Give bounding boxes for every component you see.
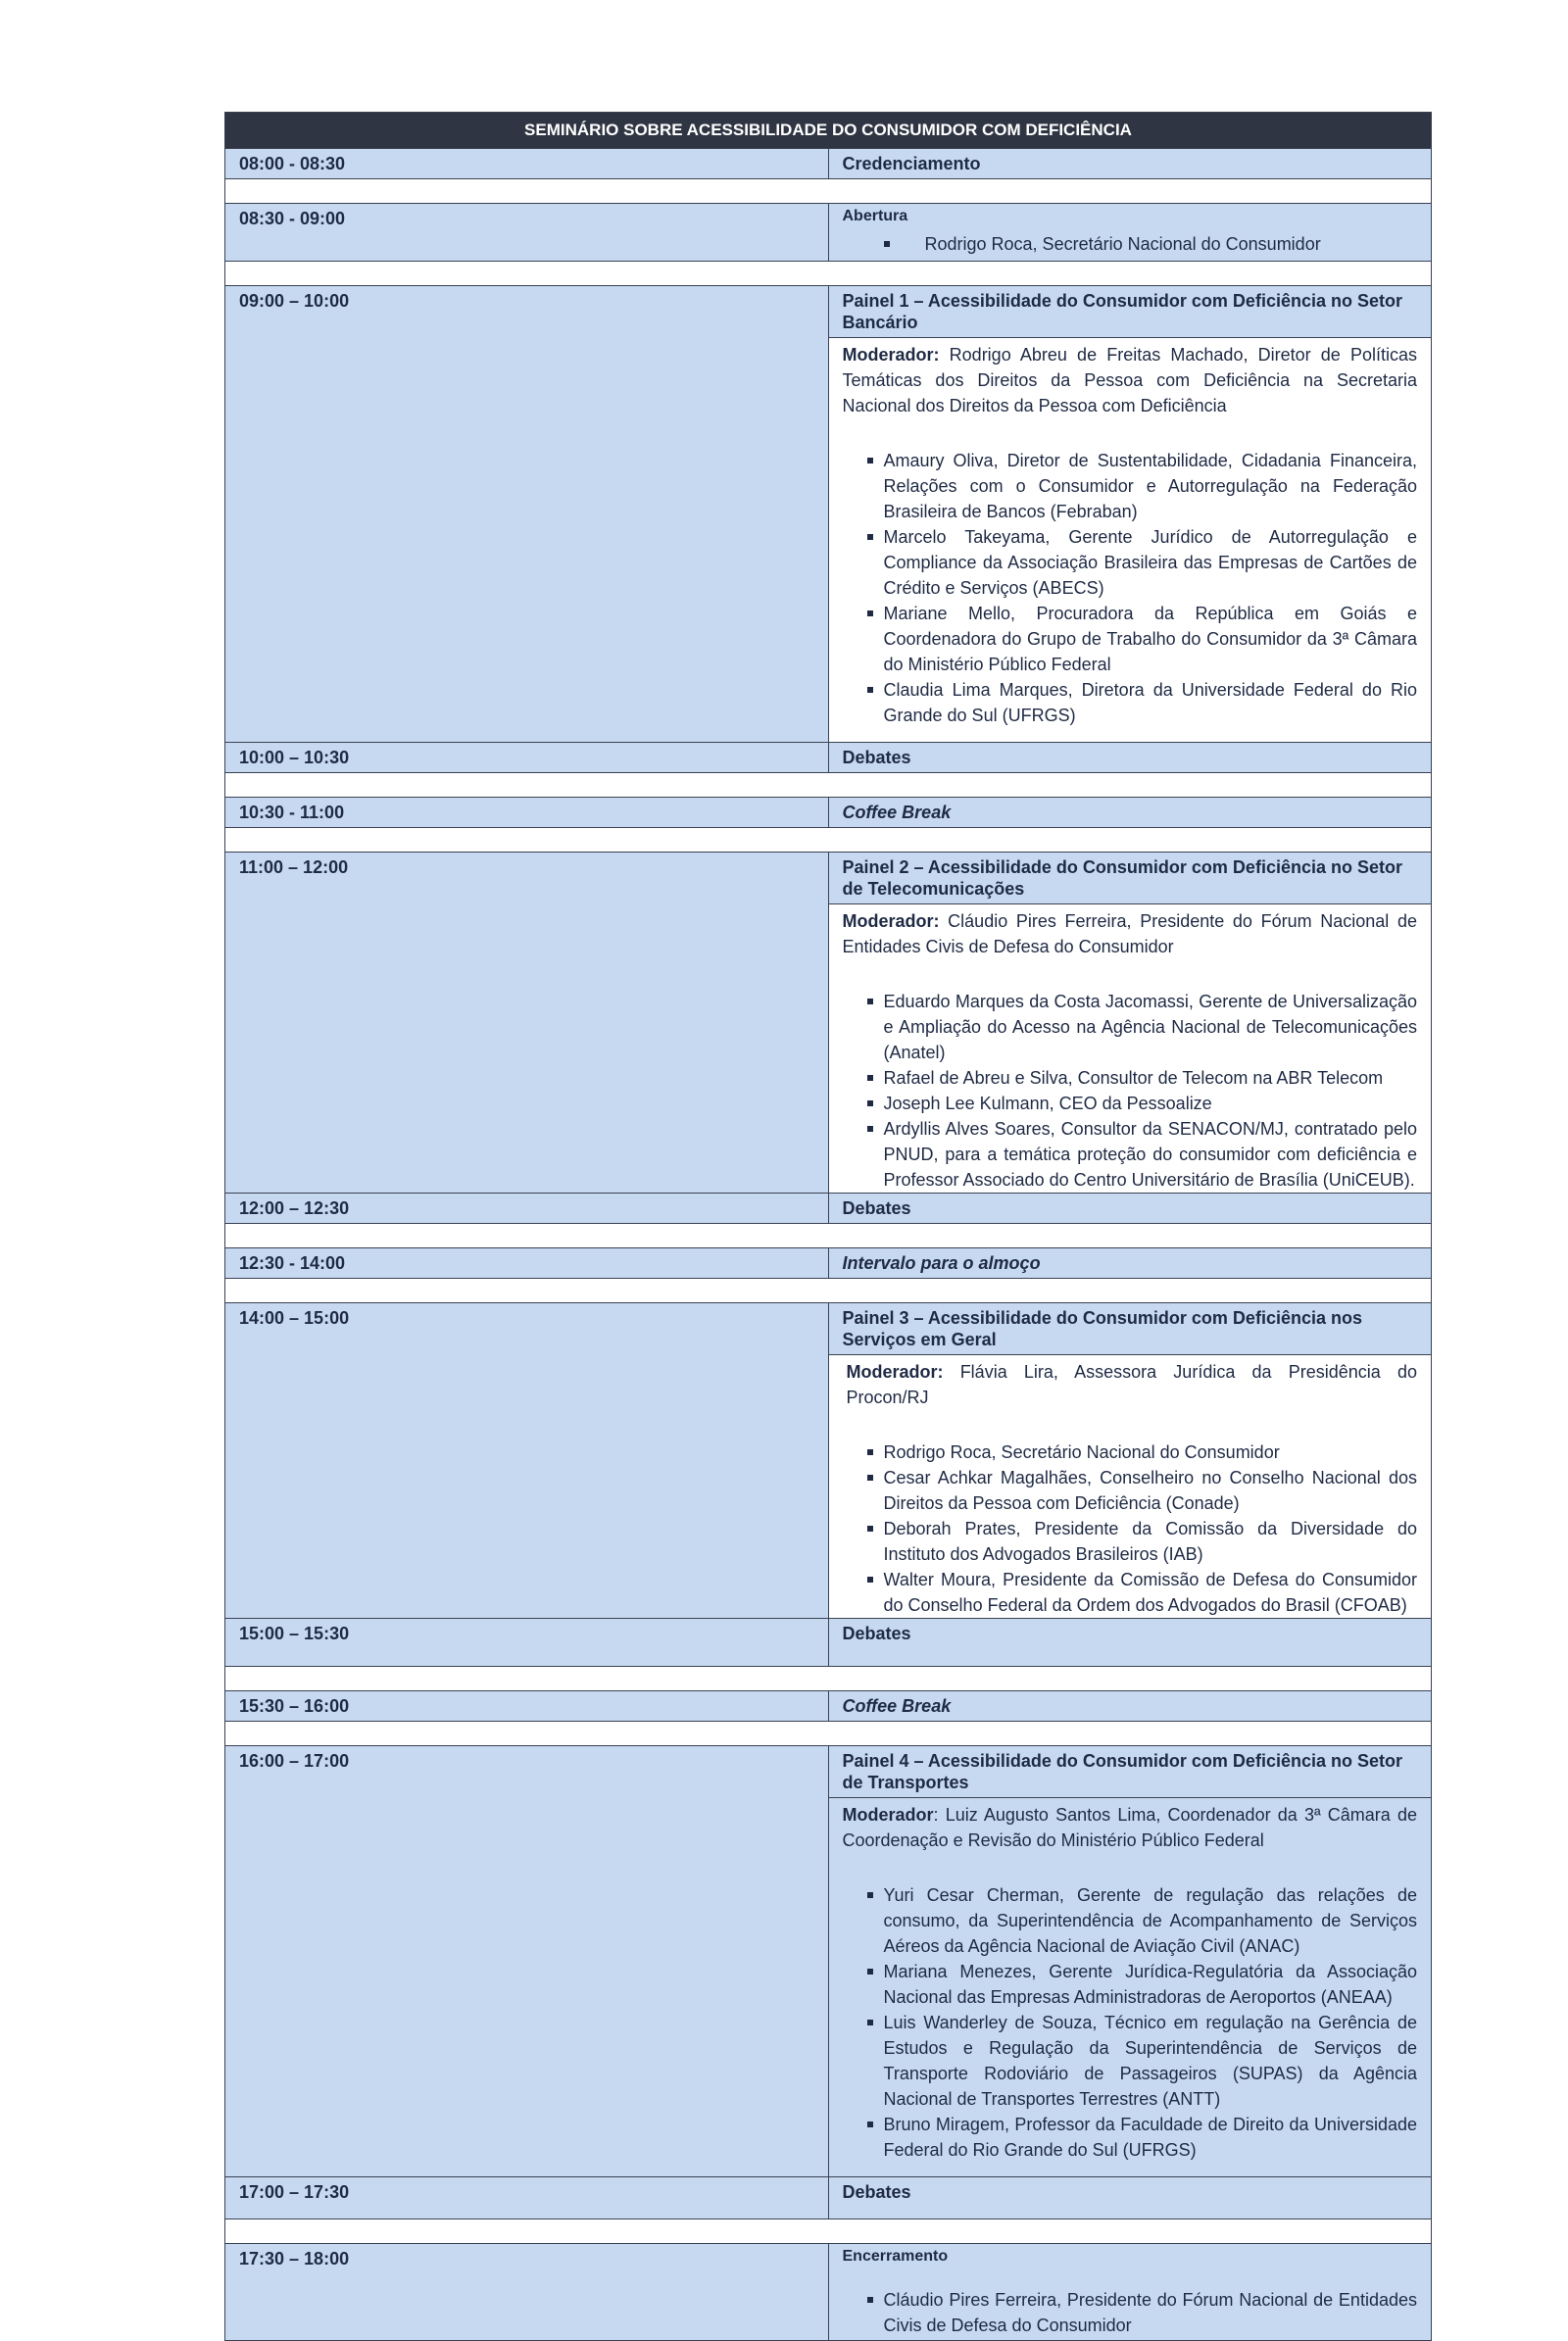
session-title: Painel 4 – Acessibilidade do Consumidor com Deficiência no Setor de Transportes [828,1746,1432,1798]
session-title: Painel 2 – Acessibilidade do Consumidor com Deficiência no Setor de Telecomunicações [828,853,1432,904]
spacer [225,1667,1432,1691]
speaker-item: Eduardo Marques da Costa Jacomassi, Gerente de Universalização e Ampliação do Acesso na Agência Nacional de Telecomunicações (Anatel) [884,989,1418,1065]
time-slot: 17:00 – 17:30 [225,2177,829,2219]
spacer [225,2219,1432,2244]
moderator-label: Moderador [842,1805,934,1825]
speaker-list [829,1439,1432,1618]
agenda-row [225,1746,1432,1798]
speaker-item: Luis Wanderley de Souza, Técnico em regulação na Gerência de Estudos e Regulação da Superintendência de Serviços de Transporte Rodoviário de Passageiros (SUPAS) da Agência Nacional de Transportes Terrestres (ANTT) [884,2010,1418,2112]
agenda-row [225,2244,1432,2341]
speaker-item: Walter Moura, Presidente da Comissão de Defesa do Consumidor do Conselho Federal da Ordem dos Advogados do Brasil (CFOAB) [884,1567,1418,1618]
spacer [225,1722,1432,1746]
session-title: Debates [828,2177,1432,2219]
time-slot: 17:30 – 18:00 [225,2244,829,2341]
speaker-item: Rafael de Abreu e Silva, Consultor de Telecom na ABR Telecom [884,1065,1418,1091]
speaker-item: Ardyllis Alves Soares, Consultor da SENACON/MJ, contratado pelo PNUD, para a temática proteção do consumidor com deficiência e Professor Associado do Centro Universitário de Brasília (UniCEUB). [884,1116,1418,1193]
session-title: Abertura [842,208,908,224]
speaker-list [829,231,1432,261]
session-title: Intervalo para o almoço [828,1248,1432,1279]
time-slot: 15:30 – 16:00 [225,1691,829,1722]
time-slot: 16:00 – 17:00 [225,1746,829,2177]
time-slot: 15:00 – 15:30 [225,1619,829,1667]
speaker-item: Marcelo Takeyama, Gerente Jurídico de Autorregulação e Compliance da Associação Brasileira das Empresas de Cartões de Crédito e Serviços (ABECS) [884,524,1418,601]
session-title: Debates [828,1194,1432,1224]
speaker-item: Cesar Achkar Magalhães, Conselheiro no Conselho Nacional dos Direitos da Pessoa com Deficiência (Conade) [884,1465,1418,1516]
agenda-document [224,112,1432,2341]
agenda-table [224,112,1432,2341]
speaker-list [829,2287,1432,2340]
moderator-label: Moderador: [846,1362,944,1382]
moderator-name: Cláudio Pires Ferreira, Presidente do Fórum Nacional de Entidades Civis de Defesa do Consumidor [842,911,1417,956]
time-slot: 10:00 – 10:30 [225,743,829,773]
speaker-item: Deborah Prates, Presidente da Comissão da Diversidade do Instituto dos Advogados Brasileiros (IAB) [884,1516,1418,1567]
session-title: Debates [828,1619,1432,1667]
agenda-title: SEMINÁRIO SOBRE ACESSIBILIDADE DO CONSUMIDOR COM DEFICIÊNCIA [225,113,1432,149]
session-cell [828,204,1432,262]
session-title: Coffee Break [828,798,1432,828]
time-slot: 14:00 – 15:00 [225,1303,829,1619]
speaker-item: Amaury Oliva, Diretor de Sustentabilidade, Cidadania Financeira, Relações com o Consumidor e Autorregulação na Federação Brasileira de Bancos (Febraban) [884,448,1418,524]
spacer [225,262,1432,286]
time-slot: 08:00 - 08:30 [225,149,829,179]
time-slot: 10:30 - 11:00 [225,798,829,828]
agenda-row [225,1619,1432,1667]
agenda-row [225,743,1432,773]
speaker-item: Joseph Lee Kulmann, CEO da Pessoalize [884,1091,1418,1116]
moderator-line [829,338,1432,422]
moderator-line [829,1355,1432,1414]
spacer [225,1279,1432,1303]
agenda-row [225,853,1432,904]
moderator-name: Flávia Lira, Assessora Jurídica da Presidência do Procon/RJ [846,1362,1417,1407]
spacer [225,1224,1432,1248]
speaker-item: Mariana Menezes, Gerente Jurídica-Regulatória da Associação Nacional das Empresas Administradoras de Aeroportos (ANEAA) [884,1959,1418,2010]
speaker-item: Claudia Lima Marques, Diretora da Universidade Federal do Rio Grande do Sul (UFRGS) [884,677,1418,728]
agenda-row [225,798,1432,828]
agenda-row [225,286,1432,338]
session-title: Painel 3 – Acessibilidade do Consumidor com Deficiência nos Serviços em Geral [828,1303,1432,1355]
panel-details [828,904,1432,1194]
speaker-item: Yuri Cesar Cherman, Gerente de regulação das relações de consumo, da Superintendência de Acompanhamento de Serviços Aéreos da Agência Nacional de Aviação Civil (ANAC) [884,1882,1418,1959]
speaker-item: Mariane Mello, Procuradora da República em Goiás e Coordenadora do Grupo de Trabalho do Consumidor da 3ª Câmara do Ministério Público Federal [884,601,1418,677]
panel-details [828,1355,1432,1619]
speaker-list [829,989,1432,1193]
moderator-label: Moderador: [842,345,940,365]
time-slot: 09:00 – 10:00 [225,286,829,743]
moderator-line [829,1798,1432,1857]
time-slot: 12:00 – 12:30 [225,1194,829,1224]
speaker-item: Bruno Miragem, Professor da Faculdade de Direito da Universidade Federal do Rio Grande do Sul (UFRGS) [884,2112,1418,2163]
session-title: Credenciamento [828,149,1432,179]
agenda-row [225,1194,1432,1224]
session-title: Painel 1 – Acessibilidade do Consumidor com Deficiência no Setor Bancário [828,286,1432,338]
agenda-row [225,149,1432,179]
moderator-name: : Luiz Augusto Santos Lima, Coordenador da 3ª Câmara de Coordenação e Revisão do Ministério Público Federal [842,1805,1417,1850]
panel-details [828,338,1432,743]
speaker-item: Cláudio Pires Ferreira, Presidente do Fórum Nacional de Entidades Civis de Defesa do Consumidor [884,2287,1418,2338]
spacer [225,179,1432,204]
speaker-item: Rodrigo Roca, Secretário Nacional do Consumidor [884,1439,1418,1465]
moderator-label: Moderador: [842,911,940,931]
speaker-list [829,1882,1432,2176]
spacer [225,773,1432,798]
session-title: Encerramento [842,2248,949,2265]
time-slot: 12:30 - 14:00 [225,1248,829,1279]
agenda-row [225,1248,1432,1279]
time-slot: 08:30 - 09:00 [225,204,829,262]
spacer [225,828,1432,853]
speaker-item: Rodrigo Roca, Secretário Nacional do Consumidor [925,231,1418,257]
agenda-row [225,1691,1432,1722]
session-title: Coffee Break [828,1691,1432,1722]
moderator-line [829,904,1432,963]
speaker-list [829,448,1432,742]
agenda-row [225,204,1432,262]
session-cell [828,2244,1432,2341]
time-slot: 11:00 – 12:00 [225,853,829,1194]
agenda-row [225,2177,1432,2219]
session-title: Debates [828,743,1432,773]
moderator-name: Rodrigo Abreu de Freitas Machado, Diretor de Políticas Temáticas dos Direitos da Pessoa com Deficiência na Secretaria Nacional dos Direitos da Pessoa com Deficiência [842,345,1417,415]
panel-details [828,1798,1432,2177]
agenda-row [225,1303,1432,1355]
